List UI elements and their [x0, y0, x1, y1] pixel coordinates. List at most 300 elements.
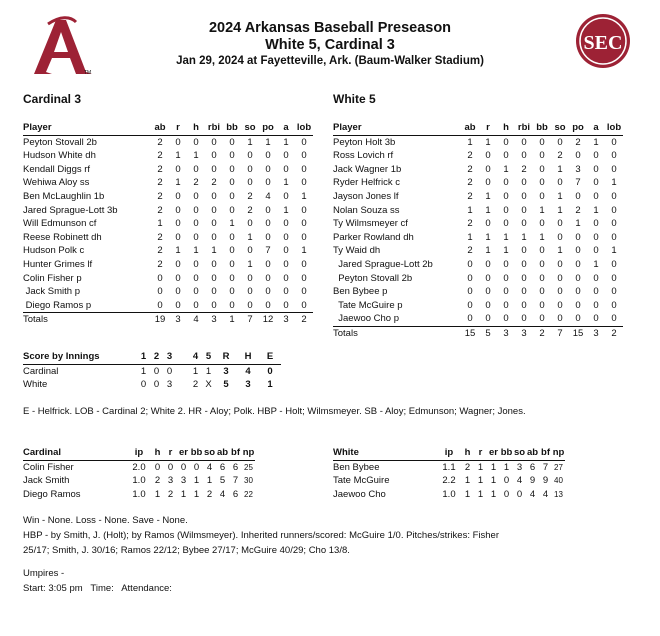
report-title: 2024 Arkansas Baseball Preseason — [208, 20, 452, 36]
stat-cell: 0 — [611, 299, 617, 311]
column-header-er: er — [487, 446, 500, 460]
stat-cell: 0 — [521, 286, 527, 298]
stat-cell: 1 — [301, 190, 307, 202]
stat-cell: 2.2 — [442, 475, 456, 487]
stat-cell: 6 — [232, 461, 239, 473]
stat-cell: 0 — [593, 299, 599, 311]
stat-cell: 0 — [485, 286, 491, 298]
batter-row — [333, 285, 623, 299]
total-cell: 4 — [187, 313, 205, 327]
batter-row — [23, 217, 313, 231]
stat-cell: 2 — [157, 150, 163, 162]
stat-cell: 0 — [539, 163, 545, 175]
stat-cell: 0 — [485, 272, 491, 284]
stat-cell: 0 — [575, 231, 581, 243]
stat-cell: 0 — [175, 218, 181, 230]
stat-cell: 2 — [154, 475, 161, 487]
pitcher-name: Jack Smith — [23, 475, 70, 487]
player-name: Nolan Souza ss — [333, 204, 400, 216]
stat-cell: 0 — [265, 218, 271, 230]
stat-cell: 0 — [575, 245, 581, 257]
stat-cell: 0 — [283, 258, 289, 270]
stat-cell: 1 — [157, 218, 163, 230]
stat-cell: 27 — [554, 462, 563, 472]
batter-row — [23, 190, 313, 204]
inning-header: 4 — [189, 350, 202, 364]
stat-cell: 0 — [557, 286, 563, 298]
total-cell: 2 — [295, 313, 313, 327]
player-name: Colin Fisher p — [23, 272, 82, 284]
stat-cell: 0 — [175, 272, 181, 284]
player-name: Peyton Stovall 2b — [333, 272, 413, 284]
rhe-header: R — [215, 350, 237, 364]
stat-cell: 0 — [247, 272, 253, 284]
score-by-innings-table — [23, 350, 281, 392]
stat-cell: 9 — [529, 475, 536, 487]
stat-cell: 0 — [180, 461, 187, 473]
stat-cell: 0 — [611, 272, 617, 284]
stat-cell: 13 — [554, 489, 563, 499]
stat-cell: 0 — [503, 218, 509, 230]
stat-cell: 0 — [265, 163, 271, 175]
stat-cell: 1 — [539, 231, 545, 243]
stat-cell: 0 — [229, 286, 235, 298]
stat-cell: 0 — [521, 313, 527, 325]
player-name: Peyton Stovall 2b — [23, 136, 97, 148]
stat-cell: 0 — [575, 313, 581, 325]
stat-cell: 0 — [521, 218, 527, 230]
total-cell: 3 — [587, 326, 605, 340]
stat-cell: 0 — [193, 286, 199, 298]
stat-cell: 0 — [557, 218, 563, 230]
player-name: Reese Robinett dh — [23, 231, 102, 243]
stat-cell: 2 — [157, 136, 163, 148]
column-header-ab: ab — [461, 121, 479, 135]
total-cell: 2 — [605, 326, 623, 340]
stat-cell: 0 — [539, 190, 545, 202]
cardinal-batting-table — [23, 121, 313, 327]
stat-cell: 0 — [283, 286, 289, 298]
stat-cell: 1 — [593, 204, 599, 216]
white-team-title: White 5 — [333, 92, 376, 106]
stat-cell: 0 — [154, 461, 161, 473]
stat-cell: 0 — [175, 204, 181, 216]
stat-cell: 0 — [557, 272, 563, 284]
column-header-a: a — [587, 121, 605, 135]
player-name: Ty Wilmsmeyer cf — [333, 218, 408, 230]
stat-cell: 2 — [467, 177, 473, 189]
stat-cell: 0 — [283, 218, 289, 230]
inning-runs: 1 — [205, 365, 212, 377]
batter-row — [333, 190, 623, 204]
stat-cell: 4 — [206, 461, 213, 473]
player-name: Jack Smith p — [23, 286, 81, 298]
batting-header-row — [333, 121, 623, 135]
stat-cell: 0 — [485, 258, 491, 270]
stat-cell: 0 — [211, 163, 217, 175]
player-name: Parker Rowland dh — [333, 231, 414, 243]
stat-cell: 1 — [283, 177, 289, 189]
stat-cell: 0 — [265, 258, 271, 270]
stat-cell: 1 — [557, 204, 563, 216]
stat-cell: 1 — [464, 488, 471, 500]
stat-cell: 0 — [557, 231, 563, 243]
start-time-line: Start: 3:05 pm Time: Attendance: — [23, 583, 172, 594]
player-name: Ross Lovich rf — [333, 150, 394, 162]
linescore-header-row — [23, 350, 281, 364]
column-header-bb: bb — [533, 121, 551, 135]
stat-cell: 2 — [193, 177, 199, 189]
stat-cell: 2 — [157, 258, 163, 270]
stat-cell: 0 — [283, 231, 289, 243]
stat-cell: 0 — [301, 218, 307, 230]
stat-cell: 2 — [247, 190, 253, 202]
player-name: Ben Bybee p — [333, 286, 388, 298]
batter-row — [23, 135, 313, 149]
stat-cell: 1 — [503, 231, 509, 243]
stat-cell: 0 — [593, 245, 599, 257]
stat-cell: 0 — [521, 272, 527, 284]
stat-cell: 7 — [575, 177, 581, 189]
inning-runs — [176, 378, 189, 392]
column-header-ab: ab — [151, 121, 169, 135]
stat-cell: 0 — [157, 272, 163, 284]
stat-cell: 0 — [211, 190, 217, 202]
stat-cell: 0 — [503, 299, 509, 311]
column-header-so: so — [203, 446, 216, 460]
stat-cell: 0 — [467, 313, 473, 325]
stat-cell: 7 — [232, 475, 239, 487]
stat-cell: 0 — [211, 258, 217, 270]
inning-runs — [176, 364, 189, 378]
umpires-line: Umpires - — [23, 568, 65, 579]
stat-cell: 0 — [283, 190, 289, 202]
player-name: Kendall Diggs rf — [23, 163, 91, 175]
column-header-rbi: rbi — [515, 121, 533, 135]
stat-cell: 0 — [157, 299, 163, 311]
column-header-bb: bb — [500, 446, 513, 460]
stat-cell: 0 — [611, 150, 617, 162]
stat-cell: 1 — [593, 136, 599, 148]
stat-cell: 4 — [265, 190, 271, 202]
stat-cell: 1 — [193, 245, 199, 257]
stat-cell: 0 — [265, 150, 271, 162]
player-name: Wehiwa Aloy ss — [23, 177, 90, 189]
stat-cell: 0 — [557, 136, 563, 148]
stat-cell: 0 — [575, 272, 581, 284]
stat-cell: 0 — [193, 461, 200, 473]
linescore-row — [23, 378, 281, 392]
totals-label: Totals — [23, 313, 151, 327]
stat-cell: 1 — [193, 150, 199, 162]
stat-cell: 0 — [521, 299, 527, 311]
column-header-so: so — [241, 121, 259, 135]
stat-cell: 0 — [301, 258, 307, 270]
stat-cell: 3 — [516, 461, 523, 473]
stat-cell: 0 — [301, 286, 307, 298]
stat-cell: 2 — [467, 218, 473, 230]
stat-cell: 0 — [175, 136, 181, 148]
column-header-h: h — [187, 121, 205, 135]
stat-cell: 2 — [157, 163, 163, 175]
stat-cell: 1 — [485, 231, 491, 243]
stat-cell: 0 — [211, 231, 217, 243]
stat-cell: 0 — [229, 258, 235, 270]
stat-cell: 1 — [283, 136, 289, 148]
batter-row — [333, 135, 623, 149]
pitcher-name: Tate McGuire — [333, 475, 390, 487]
stat-cell: 0 — [167, 461, 174, 473]
inning-runs: 1 — [140, 365, 147, 377]
column-header-bf: bf — [539, 446, 552, 460]
column-header-ip: ip — [127, 446, 151, 460]
stat-cell: 0 — [611, 286, 617, 298]
inning-header: 2 — [150, 350, 163, 364]
player-name: Ben McLaughlin 1b — [23, 190, 105, 202]
cardinal-team-title: Cardinal 3 — [23, 92, 82, 106]
stat-cell: 0 — [611, 218, 617, 230]
stat-cell: 0 — [211, 204, 217, 216]
stat-cell: 0 — [283, 163, 289, 175]
stat-cell: 0 — [229, 190, 235, 202]
stat-cell: 1 — [193, 475, 200, 487]
pitcher-name: Jaewoo Cho — [333, 488, 386, 500]
stat-cell: 0 — [611, 258, 617, 270]
stat-cell: 0 — [247, 150, 253, 162]
stat-cell: 1 — [503, 163, 509, 175]
stat-cell: 1 — [557, 163, 563, 175]
stat-cell: 0 — [211, 136, 217, 148]
stat-cell: 0 — [485, 177, 491, 189]
totals-label: Totals — [333, 326, 461, 340]
stat-cell: 0 — [575, 299, 581, 311]
stat-cell: 1 — [490, 488, 497, 500]
stat-cell: 2 — [157, 190, 163, 202]
stat-cell: 0 — [283, 272, 289, 284]
team-name: Cardinal — [23, 365, 59, 377]
decisions-line: Win - None. Loss - None. Save - None. — [23, 515, 188, 526]
column-header-lob: lob — [605, 121, 623, 135]
stat-cell: 3 — [575, 163, 581, 175]
stat-cell: 0 — [229, 245, 235, 257]
stat-cell: 0 — [539, 218, 545, 230]
stat-cell: 0 — [193, 190, 199, 202]
player-name: Tate McGuire p — [333, 299, 403, 311]
column-header-r: r — [164, 446, 177, 460]
batting-header-row — [23, 121, 313, 135]
stat-cell: 3 — [180, 475, 187, 487]
stat-cell: 0 — [283, 299, 289, 311]
stat-cell: 0 — [593, 190, 599, 202]
pitcher-name: Diego Ramos — [23, 488, 81, 500]
stat-cell: 0 — [247, 163, 253, 175]
stat-cell: 0 — [283, 245, 289, 257]
total-cell: 15 — [461, 326, 479, 340]
stat-cell: 4 — [529, 488, 536, 500]
total-cell: 3 — [277, 313, 295, 327]
total-cell: 7 — [241, 313, 259, 327]
stat-cell: 2 — [575, 136, 581, 148]
batter-row — [23, 204, 313, 218]
stat-cell: 0 — [247, 245, 253, 257]
column-header-ip: ip — [437, 446, 461, 460]
stat-cell: 1 — [557, 190, 563, 202]
stat-cell: 0 — [593, 150, 599, 162]
stat-cell: 0 — [611, 204, 617, 216]
stat-cell: 0 — [611, 136, 617, 148]
total-cell: 3 — [497, 326, 515, 340]
column-header-h: h — [461, 446, 474, 460]
stat-cell: 0 — [593, 272, 599, 284]
stat-cell: 1 — [477, 461, 484, 473]
total-cell: 1 — [223, 313, 241, 327]
stat-cell: 2 — [467, 150, 473, 162]
stat-cell: 0 — [175, 163, 181, 175]
total-cell: 12 — [259, 313, 277, 327]
stat-cell: 0 — [539, 313, 545, 325]
stat-cell: 0 — [521, 258, 527, 270]
stat-cell: 1 — [490, 461, 497, 473]
stat-cell: 1.0 — [132, 488, 146, 500]
stat-cell: 0 — [229, 177, 235, 189]
stat-cell: 0 — [283, 150, 289, 162]
stat-cell: 0 — [503, 204, 509, 216]
rhe-total: 3 — [245, 379, 251, 391]
pitching-team-title: Cardinal — [23, 446, 127, 460]
stat-cell: 0 — [503, 258, 509, 270]
stat-cell: 0 — [193, 272, 199, 284]
stat-cell: 2 — [521, 163, 527, 175]
stat-cell: 0 — [485, 150, 491, 162]
stat-cell: 0 — [467, 272, 473, 284]
player-name: Jack Wagner 1b — [333, 163, 402, 175]
stat-cell: 0 — [485, 313, 491, 325]
stat-cell: 0 — [503, 313, 509, 325]
rhe-total: 1 — [267, 379, 273, 391]
stat-cell: 0 — [521, 190, 527, 202]
inning-header: 3 — [163, 350, 176, 364]
pitcher-name: Colin Fisher — [23, 461, 74, 473]
stat-cell: 0 — [503, 286, 509, 298]
stat-cell: 0 — [516, 488, 523, 500]
stat-cell: 1 — [477, 488, 484, 500]
stat-cell: 1 — [467, 136, 473, 148]
total-cell: 3 — [169, 313, 187, 327]
final-score-line: White 5, Cardinal 3 — [265, 37, 395, 53]
stat-cell: 1 — [611, 177, 617, 189]
batter-row — [333, 204, 623, 218]
stat-cell: 0 — [503, 272, 509, 284]
column-header-bb: bb — [190, 446, 203, 460]
batter-row — [23, 244, 313, 258]
stat-cell: 2 — [206, 488, 213, 500]
stat-cell: 7 — [542, 461, 549, 473]
stat-cell: 0 — [175, 190, 181, 202]
stat-cell: 1.0 — [132, 475, 146, 487]
pitching-team-title: White — [333, 446, 437, 460]
stat-cell: 1 — [539, 204, 545, 216]
pitcher-row — [333, 474, 587, 488]
stat-cell: 0 — [175, 286, 181, 298]
rhe-total: 4 — [245, 365, 251, 377]
stat-cell: 0 — [557, 177, 563, 189]
stat-cell: 0 — [503, 150, 509, 162]
column-header-lob: lob — [295, 121, 313, 135]
pitcher-row — [333, 460, 587, 474]
stat-cell: 0 — [503, 136, 509, 148]
stat-cell: 1 — [485, 190, 491, 202]
pitching-header-row — [23, 446, 277, 460]
column-header-h: h — [151, 446, 164, 460]
stat-cell: 0 — [485, 163, 491, 175]
stat-cell: 0 — [247, 218, 253, 230]
stat-cell: 0 — [247, 286, 253, 298]
column-header-r: r — [474, 446, 487, 460]
stat-cell: 1 — [557, 245, 563, 257]
stat-cell: 3 — [167, 475, 174, 487]
column-header-np: np — [242, 446, 255, 460]
white-batting-table — [333, 121, 623, 341]
game-notes: E - Helfrick. LOB - Cardinal 2; White 2. HR - Aloy; Polk. HBP - Holt; Wilmsmeyer. SB - Aloy; Edmunson; Wagner; Jones. — [23, 406, 526, 417]
stat-cell: 1 — [485, 245, 491, 257]
player-name: Peyton Holt 3b — [333, 136, 396, 148]
inning-runs: X — [205, 379, 212, 391]
column-header-so: so — [551, 121, 569, 135]
team-name: White — [23, 379, 48, 391]
inning-runs: 0 — [153, 365, 160, 377]
total-cell: 2 — [533, 326, 551, 340]
player-name: Ty Waid dh — [333, 245, 381, 257]
inning-runs: 2 — [192, 379, 199, 391]
pitcher-name: Ben Bybee — [333, 461, 380, 473]
stat-cell: 1 — [283, 204, 289, 216]
stat-cell: 1 — [301, 245, 307, 257]
stat-cell: 1 — [503, 461, 510, 473]
stat-cell: 0 — [575, 258, 581, 270]
linescore-row — [23, 364, 281, 378]
stat-cell: 2 — [157, 245, 163, 257]
stat-cell: 1 — [154, 488, 161, 500]
rhe-header: H — [237, 350, 259, 364]
stat-cell: 0 — [611, 313, 617, 325]
stat-cell: 6 — [219, 461, 226, 473]
stat-cell: 0 — [157, 286, 163, 298]
batter-row — [23, 285, 313, 299]
date-location-line: Jan 29, 2024 at Fayetteville, Ark. (Baum-Walker Stadium) — [176, 55, 484, 67]
stat-cell: 0 — [229, 204, 235, 216]
column-header-so: so — [513, 446, 526, 460]
stat-cell: 1 — [593, 258, 599, 270]
stat-cell: 0 — [521, 177, 527, 189]
stat-cell: 0 — [539, 286, 545, 298]
stat-cell: 2 — [247, 204, 253, 216]
stat-cell: 1 — [490, 475, 497, 487]
stat-cell: 1 — [247, 258, 253, 270]
stat-cell: 2 — [557, 150, 563, 162]
stat-cell: 1 — [247, 136, 253, 148]
stat-cell: 0 — [611, 163, 617, 175]
batter-row — [333, 217, 623, 231]
stat-cell: 0 — [175, 258, 181, 270]
stat-cell: 1.0 — [442, 488, 456, 500]
player-name: Jayson Jones lf — [333, 190, 399, 202]
stat-cell: 0 — [557, 313, 563, 325]
stat-cell: 0 — [247, 299, 253, 311]
total-cell: 15 — [569, 326, 587, 340]
stat-cell: 0 — [593, 218, 599, 230]
stat-cell: 1 — [211, 245, 217, 257]
stat-cell: 0 — [265, 231, 271, 243]
